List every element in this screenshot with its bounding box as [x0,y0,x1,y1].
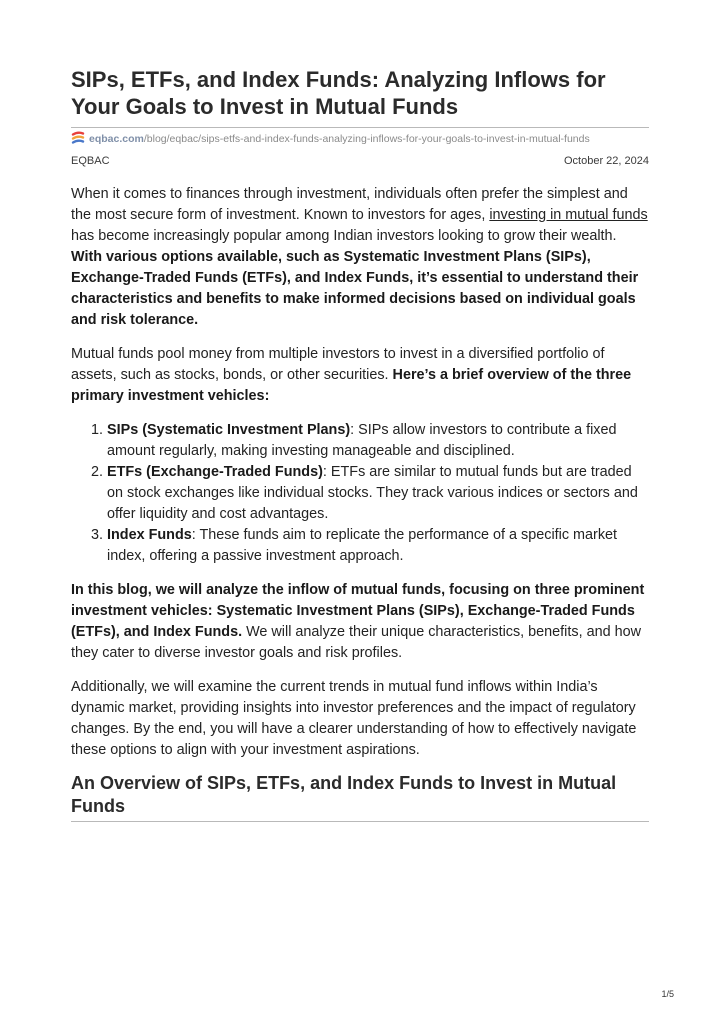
list-item [107,462,649,525]
blog-focus-paragraph [71,580,649,664]
blog-focus-bold: In this blog, we will analyze the inflow of mutual funds, focusing on three prominent investment vehicles: Systematic Investment Plans (SIPs), Exchange-Traded Funds (ETFs), and Index Funds. [71,582,645,640]
list-item-term: Index Funds [107,527,192,543]
source-path[interactable]: /blog/eqbac/sips-etfs-and-index-funds-analyzing-inflows-for-your-goals-to-invest-in-mutual-funds [143,133,590,145]
list-item-term: ETFs (Exchange-Traded Funds) [107,464,323,480]
title-divider [71,127,649,128]
blog-focus-text: We will analyze their unique characteristics, benefits, and how they cater to diverse investor goals and risk profiles. [71,624,641,661]
source-url[interactable] [71,131,649,150]
investment-vehicles-list [71,420,649,567]
investing-in-mutual-funds-link[interactable]: investing in mutual funds [489,207,648,223]
trends-paragraph: Additionally, we will examine the current trends in mutual fund inflows within India’s dynamic market, providing insights into investor preferences and the impact of regulatory changes. By the end, you will have a clearer understanding of how to effectively navigate these options to align with your investment aspirations. [71,679,637,758]
intro-text-cont: has become increasingly popular among Indian investors looking to grow their wealth. [71,228,617,244]
publish-date: October 22, 2024 [563,155,649,167]
list-item-term: SIPs (Systematic Investment Plans) [107,422,351,438]
article-meta [71,154,649,168]
list-item-desc: : SIPs allow investors to contribute a fixed amount regularly, making investing manageable and disciplined. [107,422,617,459]
intro-paragraph [71,184,649,331]
eqbac-logo-icon [71,131,85,150]
list-item [107,525,649,567]
list-item [107,420,649,462]
author: EQBAC [71,155,110,167]
overview-paragraph [71,344,649,407]
overview-bold: Here’s a brief overview of the three primary investment vehicles: [71,367,632,404]
list-item-desc: : These funds aim to replicate the performance of a specific market index, offering a passive investment approach. [107,527,618,564]
intro-bold: With various options available, such as Systematic Investment Plans (SIPs), Exchange-Traded Funds (ETFs), and Index Funds, it’s essential to understand their characteristics and benefits to make informed decisions based on individual goals and risk tolerance. [71,249,639,328]
overview-text: Mutual funds pool money from multiple investors to invest in a diversified portfolio of assets, such as stocks, bonds, or other securities. [71,346,605,383]
article-body [71,184,649,774]
list-item-desc: : ETFs are similar to mutual funds but are traded on stock exchanges like individual stocks. They track various indices or sectors and offer liquidity and cost advantages. [107,464,638,522]
section-heading: An Overview of SIPs, ETFs, and Index Funds to Invest in Mutual Funds [71,773,617,816]
page-number: 1/5 [661,989,674,999]
source-domain[interactable]: eqbac.com [89,133,144,145]
article-title: SIPs, ETFs, and Index Funds: Analyzing Inflows for Your Goals to Invest in Mutual Funds [71,67,606,119]
section-divider [71,821,649,822]
intro-text: When it comes to finances through investment, individuals often prefer the simplest and the most secure form of investment. Known to investors for ages, [71,186,628,223]
